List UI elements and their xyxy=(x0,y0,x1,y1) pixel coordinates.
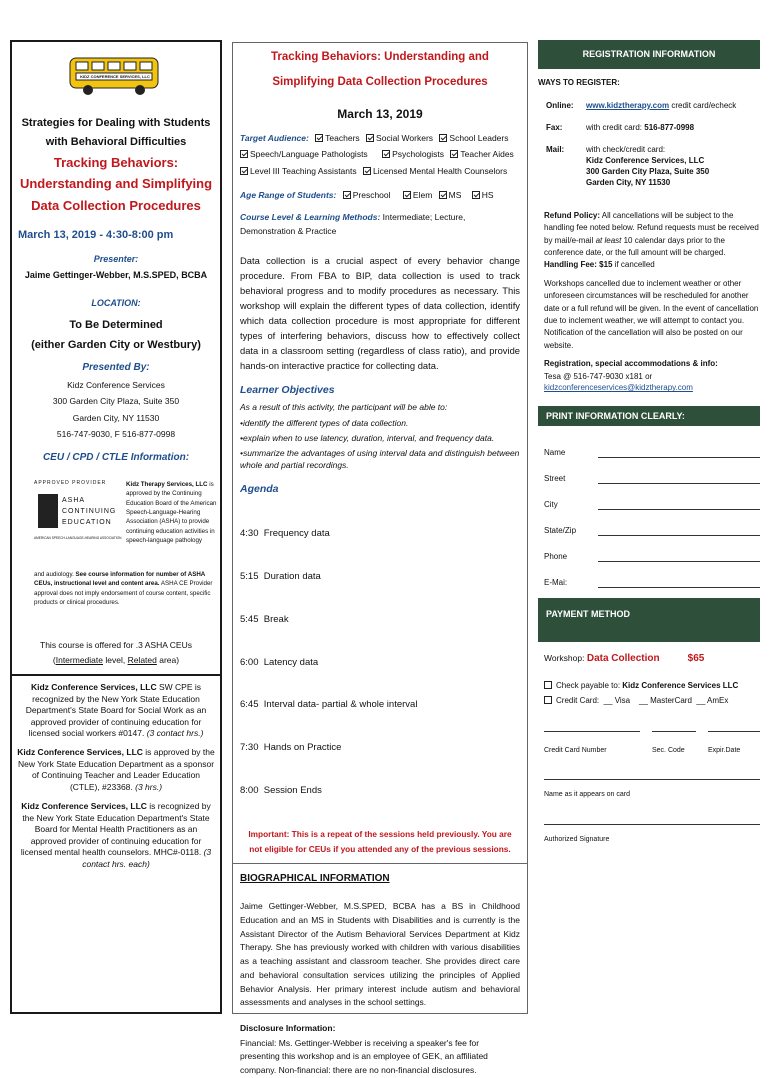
card-name-field[interactable] xyxy=(544,779,760,800)
ta-psychologists: Psychologists xyxy=(392,149,445,160)
list-item: 8:00 Session Ends xyxy=(240,784,322,796)
org-phone: 516-747-9030, F 516-877-0998 xyxy=(56,429,176,440)
presenter-label: Presenter: xyxy=(93,254,139,265)
mid-date: March 13, 2019 xyxy=(337,107,423,122)
sw-text: SW CPE is recognized by the New York State Education Department's State Board for Social Work as an approved provider of continuing education for licensed social workers #0147. xyxy=(25,682,207,738)
asha-logo-e: EDUCATION xyxy=(62,519,112,527)
age-range-label: Age Range of Students: xyxy=(240,190,337,201)
special-label: Registration, special accommodations & info: xyxy=(544,359,718,369)
ceu-level-related: Related xyxy=(127,654,157,665)
refund-text: All cancellations will be subject to the handling fee noted below. Refund requests must be received by mail/e-mail xyxy=(544,210,759,245)
asha-logo-top: APPROVED PROVIDER xyxy=(34,480,107,487)
payment-header: PAYMENT METHOD xyxy=(538,598,760,642)
state-zip-field[interactable] xyxy=(598,526,760,536)
credit-card-option[interactable] xyxy=(544,695,760,706)
ta-teacher-aides: Teacher Aides xyxy=(460,149,514,160)
list-item: 7:30 Hands on Practice xyxy=(240,742,342,754)
ta-teachers: Teachers xyxy=(325,132,360,143)
location-2: (either Garden City or Westbury) xyxy=(31,339,201,352)
workshop-name: Data Collection xyxy=(586,653,660,665)
mid-title-1: Tracking Behaviors: Understanding and xyxy=(271,51,489,63)
mail-addr-2: 300 Garden City Plaza, Suite 350 xyxy=(586,167,710,177)
checkbox-icon[interactable] xyxy=(544,696,552,704)
card-name-label: Name as it appears on card xyxy=(544,791,630,799)
form-row-phone xyxy=(544,536,760,562)
checkbox-icon[interactable] xyxy=(544,681,552,689)
registration-form xyxy=(538,432,760,588)
check-payee: Kidz Conference Services LLC xyxy=(622,681,739,691)
sw-hours: (3 contact hrs.) xyxy=(146,727,204,738)
ways-label: WAYS TO REGISTER: xyxy=(538,77,620,87)
right-panel xyxy=(538,40,760,1014)
age-hs: HS xyxy=(481,190,494,201)
fax-number: 516-877-0998 xyxy=(644,122,695,132)
registration-header: REGISTRATION INFORMATION xyxy=(538,40,760,69)
list-item: 5:15 Duration data xyxy=(240,571,321,583)
card-number-field[interactable] xyxy=(544,731,640,756)
ta-slp: Speech/Language Pathologists xyxy=(250,149,368,160)
age-preschool: Preschool xyxy=(352,190,391,201)
ceu-label: CEU / CPD / CTLE Information: xyxy=(42,451,190,463)
asha-logo xyxy=(34,480,120,556)
credit-card-types: __ Visa __ MasterCard __ AmEx xyxy=(603,696,729,706)
left-red-2: Understanding and Simplifying xyxy=(19,176,213,192)
location-1: To Be Determined xyxy=(69,318,163,331)
exp-date-field[interactable] xyxy=(708,731,760,756)
age-ms: MS xyxy=(448,190,462,201)
asha-logo-sub: AMERICAN SPEECH-LANGUAGE-HEARING ASSOCIATION xyxy=(34,536,122,541)
asha-logo-c: CONTINUING xyxy=(62,508,117,516)
checkbox-icon xyxy=(363,167,371,175)
mh-info xyxy=(16,801,216,870)
form-row-city xyxy=(544,484,760,510)
asha-bold: Kidz Therapy Services, LLC xyxy=(126,481,208,489)
mh-hours: (3 contact hrs. each) xyxy=(82,847,212,869)
checkbox-icon xyxy=(439,191,447,199)
asha-block xyxy=(18,480,217,632)
bio-label: BIOGRAPHICAL INFORMATION xyxy=(240,872,390,884)
sec-code-label: Sec. Code xyxy=(652,746,685,754)
print-header: PRINT INFORMATION CLEARLY: xyxy=(538,406,760,427)
handling-fee: Handling Fee: $15 xyxy=(544,260,613,270)
sw-info xyxy=(16,682,216,739)
left-title-2: with Behavioral Difficulties xyxy=(45,135,187,148)
bio-text: Jaime Gettinger-Webber, M.S.SPED, BCBA has a BS in Childhood Education and an MS in Students with Disabilities and is currently is the Assistant Director of the Autism Behavioral Services Department at Kidz Therapy. She has previously worked with children with various disabilities as a teaching assistant and classroom teacher. She provides direct care and behavioral consultation services utilizing the principles of Applied Behavior Analysis. Her primary interest include autism and behavioral assessments and analyses in the school settings. xyxy=(240,901,520,1008)
disclosure-label: Disclosure Information: xyxy=(240,1023,336,1034)
field-label-state: State/Zip xyxy=(544,526,577,536)
weather-policy: Workshops cancelled due to inclement weather or other unforeseen circumstances will be rescheduled for another date or a full refund will be given. In the event of cancellation due to inclement weather, we will attempt to contact you. Notification of the cancellation will also be posted on our website. xyxy=(544,278,759,350)
important-note: Important: This is a repeat of the sessions held previously. You are not eligible for CEUs if you attended any of the previous sessions. xyxy=(248,828,512,854)
ceu-level-mid: level, xyxy=(102,654,128,665)
card-number-label: Credit Card Number xyxy=(544,746,607,754)
mail-addr-1: Kidz Conference Services, LLC xyxy=(586,155,705,165)
location-label: LOCATION: xyxy=(91,298,141,309)
course-level xyxy=(240,210,520,239)
field-label-city: City xyxy=(544,500,558,510)
list-item: •summarize the advantages of using interval data and distinguish between whole and partial recordings. xyxy=(240,448,520,471)
name-field[interactable] xyxy=(598,448,760,458)
course-level-text: Intermediate; Lecture, Demonstration & Practice xyxy=(240,211,466,237)
field-label-phone: Phone xyxy=(544,552,568,562)
ceu-level xyxy=(18,655,214,666)
ta-level-iii: Level III Teaching Assistants xyxy=(250,165,357,176)
checkbox-icon xyxy=(450,150,458,158)
field-label-email: E-Mai: xyxy=(544,578,568,588)
fax-label: Fax: xyxy=(546,122,563,132)
checkbox-icon xyxy=(315,134,323,142)
workshop-price: $65 xyxy=(687,653,705,665)
left-red-3: Data Collection Procedures xyxy=(31,197,201,213)
left-red-1: Tracking Behaviors: xyxy=(53,154,179,170)
learner-objectives-label: Learner Objectives xyxy=(240,383,335,396)
logo-text: KIDZ CONFERENCE SERVICES, LLC xyxy=(80,74,150,79)
course-description: Data collection is a crucial aspect of every behavior change procedure. From FBA to BIP, data collection is used to track behavioral progress and to modify procedures as necessary. This workshop will explain the different types of data collection, identify which data collection procedure is most appropriate for different types of interfering behaviors, discuss how to effectively collect data in a classroom setting (regardless of class ratio), and provide hands-on interactive practice for collecting data. xyxy=(240,254,520,371)
left-title-1: Strategies for Dealing with Students xyxy=(21,117,211,129)
refund-policy xyxy=(538,210,760,272)
list-item: 6:45 Interval data- partial & whole interval xyxy=(240,699,418,711)
list-item: •explain when to use latency, duration, interval, and frequency data. xyxy=(240,432,495,443)
checkbox-icon xyxy=(240,150,248,158)
age-range xyxy=(240,189,520,201)
form-row-name xyxy=(544,432,760,458)
online-rest: credit card/echeck xyxy=(669,100,737,110)
ctle-hours: (3 hrs.) xyxy=(135,781,163,792)
asha-mark-icon xyxy=(38,494,58,528)
asha-text: is approved by the Continuing Education Board of the American Speech-Language-Hearing Association (ASHA) to provide continuing education activities in speech-language pathology xyxy=(126,481,217,544)
checkbox-icon xyxy=(240,167,248,175)
course-level-label: Course Level & Learning Methods: xyxy=(240,211,381,222)
signature-label: Authorized Signature xyxy=(544,836,610,844)
refund-italic: at least xyxy=(595,235,622,245)
mail-text: with check/credit card: xyxy=(586,144,666,154)
refund-text-2: 10 calendar days prior to the conference date, or the full amount will be charged. xyxy=(544,235,726,257)
online-label: Online: xyxy=(546,100,574,110)
list-item: •identify the different types of data collection. xyxy=(240,417,409,428)
fax-text: with credit card: xyxy=(586,122,645,132)
sec-code-field[interactable] xyxy=(652,731,696,756)
learner-objectives-list xyxy=(240,417,520,472)
checkbox-icon xyxy=(472,191,480,199)
ctle-bold: Kidz Conference Services, LLC xyxy=(17,747,143,758)
org-name: Kidz Conference Services xyxy=(67,379,165,390)
form-row-state xyxy=(544,510,760,536)
ta-mental-health: Licensed Mental Health Counselors xyxy=(373,165,508,176)
checkbox-icon xyxy=(366,134,374,142)
asha-text-2: and audiology. xyxy=(34,571,74,579)
mh-bold: Kidz Conference Services, LLC xyxy=(21,801,147,812)
left-panel xyxy=(10,40,222,1014)
form-row-email xyxy=(544,562,760,588)
email-field[interactable] xyxy=(598,578,760,588)
online-link[interactable]: www.kidztherapy.com xyxy=(586,100,670,110)
age-elem: Elem xyxy=(412,190,433,201)
middle-panel xyxy=(232,42,528,1076)
agenda-label: Agenda xyxy=(240,482,279,495)
mid-title-2: Simplifying Data Collection Procedures xyxy=(272,75,488,88)
field-label-street: Street xyxy=(544,474,566,484)
refund-label: Refund Policy: xyxy=(544,210,601,220)
street-field[interactable] xyxy=(598,474,760,484)
asha-bold-2: See course information for number of ASHA CEUs, instructional level and content area. xyxy=(34,571,206,588)
disclosure-text: Financial: Ms. Gettinger-Webber is receiving a speaker's fee for presenting this workshop and is an employee of GEK, an affiliated company. Non-financial: there are no non-financial disclosures. xyxy=(240,1037,488,1076)
sw-bold: Kidz Conference Services, LLC xyxy=(30,682,157,693)
mail-label: Mail: xyxy=(546,144,565,154)
ta-school-leaders: School Leaders xyxy=(449,132,509,143)
target-audience xyxy=(240,130,520,180)
ta-social-workers: Social Workers xyxy=(376,132,434,143)
phone-field[interactable] xyxy=(598,552,760,562)
workshop-line xyxy=(544,652,760,666)
ceu-level-end: area) xyxy=(156,654,180,665)
left-date: March 13, 2019 - 4:30-8:00 pm xyxy=(18,229,174,242)
signature-field[interactable] xyxy=(544,824,760,845)
field-label-name: Name xyxy=(544,448,566,458)
exp-date-label: Expir.Date xyxy=(708,746,741,754)
list-item: 6:00 Latency data xyxy=(240,656,319,668)
handling-fee-text: if cancelled xyxy=(612,260,655,270)
logo-bus xyxy=(68,54,164,98)
form-row-street xyxy=(544,458,760,484)
contact-email-link[interactable]: kidzconferenceservices@kidztherapy.com xyxy=(544,383,693,393)
presented-by-label: Presented By: xyxy=(82,362,150,374)
asha-logo-a: ASHA xyxy=(62,497,86,505)
ctle-text: is approved by the New York State Education Department as a sponsor of Continuing Teacher and Leader Education (CTLE), #23368. xyxy=(17,747,215,792)
org-addr-1: 300 Garden City Plaza, Suite 350 xyxy=(52,396,180,407)
asha-text-3: ASHA CE Provider approval does not imply endorsement of course content, specific products or clinical procedures. xyxy=(34,580,213,607)
list-item: 5:45 Break xyxy=(240,613,289,625)
ctle-info xyxy=(16,747,216,793)
mh-text: is recognized by the New York State Education Department's State Board for Mental Health Practitioners as an approved provider of continuing education for licensed mental health counselors. MHC#-0118. xyxy=(20,801,211,858)
org-addr-2: Garden City, NY 11530 xyxy=(72,412,160,423)
ceu-level-intermediate: Intermediate xyxy=(55,654,103,665)
workshop-label: Workshop: xyxy=(544,653,587,664)
agenda-list xyxy=(240,499,520,827)
check-option[interactable] xyxy=(544,680,760,691)
ceu-level-pre: ( xyxy=(52,654,56,665)
contact-tesa: Tesa @ 516-747-9030 x181 or xyxy=(544,372,653,382)
presenter-name: Jaime Gettinger-Webber, M.S.SPED, BCBA xyxy=(24,270,208,281)
credit-card-label: Credit Card: xyxy=(556,696,600,706)
checkbox-icon xyxy=(439,134,447,142)
checkbox-icon xyxy=(343,191,351,199)
mail-addr-3: Garden City, NY 11530 xyxy=(586,178,671,188)
city-field[interactable] xyxy=(598,500,760,510)
list-item: 4:30 Frequency data xyxy=(240,528,330,540)
check-label: Check payable to: xyxy=(556,681,623,691)
checkbox-icon xyxy=(382,150,390,158)
target-audience-label: Target Audience: xyxy=(240,132,309,143)
ceu-offered: This course is offered for .3 ASHA CEUs xyxy=(40,640,192,651)
learner-objectives-intro: As a result of this activity, the participant will be able to: xyxy=(240,402,448,413)
card-row xyxy=(544,731,760,756)
checkbox-icon xyxy=(403,191,411,199)
